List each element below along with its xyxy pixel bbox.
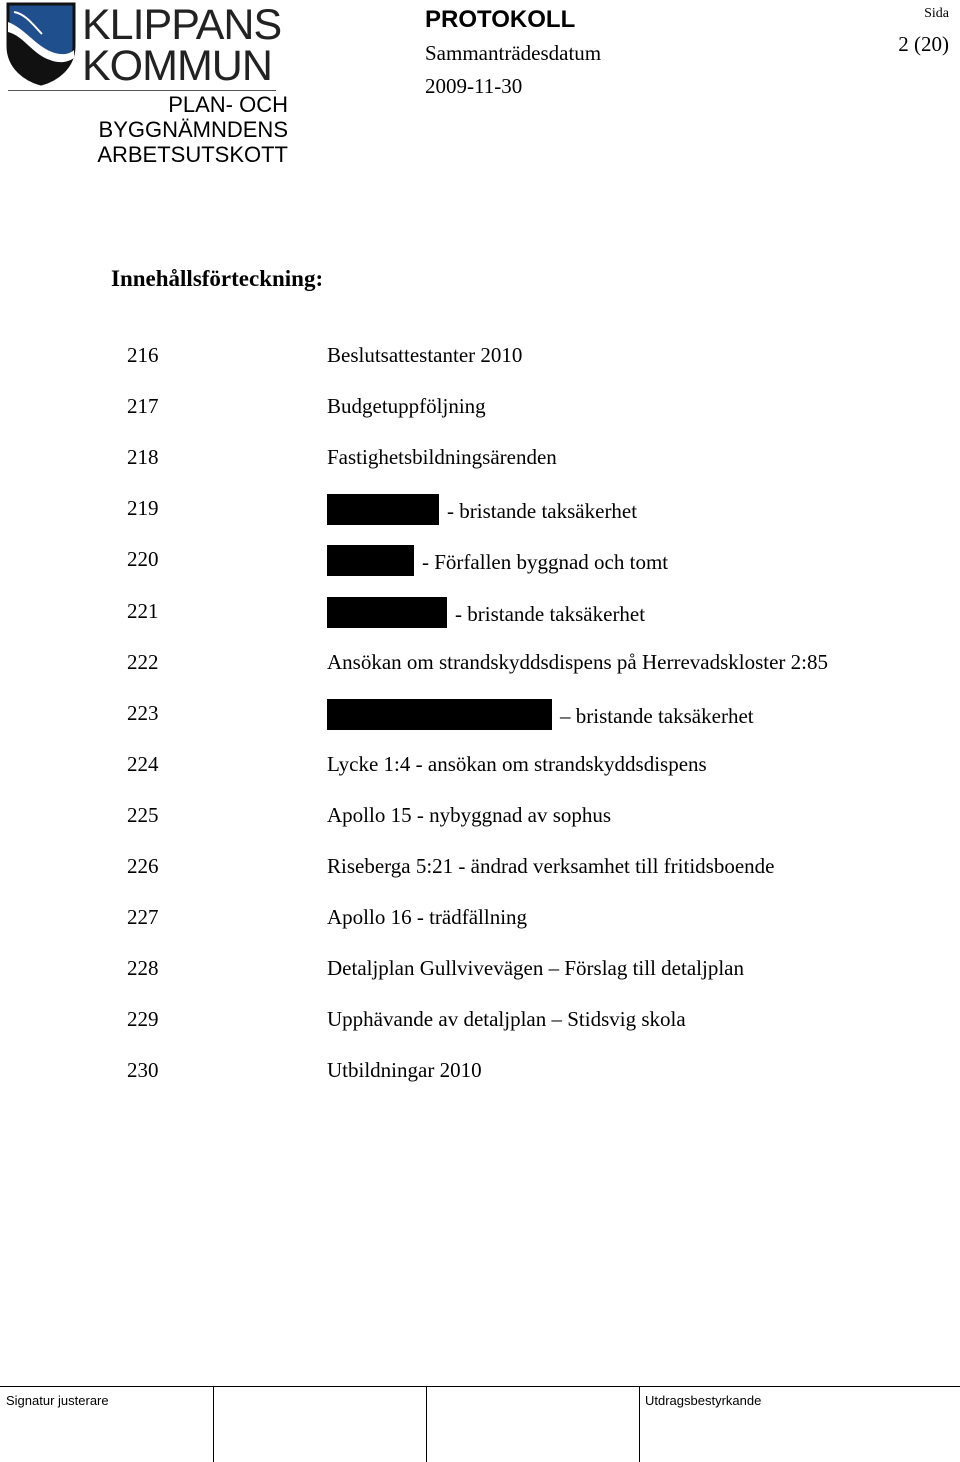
toc-row [0,496,960,526]
redaction-bar [327,699,552,730]
toc-row [0,701,960,731]
toc-row [0,1007,960,1037]
meeting-date-label: Sammanträdesdatum [425,41,602,65]
department-line: ARBETSUTSKOTT [97,142,288,167]
toc-item-text: Riseberga 5:21 - ändrad verksamhet till fritidsboende [327,854,775,878]
toc-item-text-container [327,803,611,828]
page-number: 2 (20) [898,32,949,56]
document-type: PROTOKOLL [425,6,576,33]
toc-item-number: 222 [127,649,159,674]
toc-row [0,394,960,424]
toc-item-text-container [327,905,527,930]
page-label: Sida [924,6,949,21]
toc-row [0,650,960,680]
toc-item-number: 218 [127,445,159,470]
toc-row [0,905,960,935]
toc-row [0,854,960,884]
toc-title: Innehållsförteckning: [111,266,324,291]
toc-item-text-container [327,445,557,470]
meeting-date: 2009-11-30 [425,74,523,98]
signature-footer [0,1386,960,1462]
toc-row [0,599,960,629]
toc-item-text: Upphävande av detaljplan – Stidsvig skola [327,1007,686,1032]
logo-text-klippans: KLIPPANS [82,1,282,49]
toc-item-text: Apollo 15 - nybyggnad av sophus [327,802,612,827]
toc-item-text: - bristande taksäkerhet [455,601,646,626]
toc-row [0,956,960,986]
toc-item-number: 229 [127,1007,159,1032]
redaction-bar [327,545,414,576]
extract-label: Utdragsbestyrkande [645,1393,762,1408]
signature-cell [213,1387,214,1462]
toc-item-number: 227 [127,905,159,930]
toc-item-number: 220 [127,547,159,572]
redaction-bar [327,494,439,525]
toc-item-text: Lycke 1:4 - ansökan om strandskyddsdispens [327,751,707,776]
toc-item-number: 225 [127,802,159,827]
extract-cell [639,1387,640,1462]
toc-row [0,547,960,577]
toc-item-text-container [327,343,522,368]
toc-row [0,1058,960,1088]
signature-label: Signatur justerare [6,1393,109,1408]
toc-item-text: – bristande taksäkerhet [560,703,754,728]
toc-item-text-container [327,701,754,732]
toc-item-text-container [327,650,828,675]
toc-item-text-container [327,496,637,527]
toc-item-text-container [327,956,744,981]
department-name [97,92,288,167]
toc-item-number: 221 [127,598,159,623]
department-line: PLAN- OCH [168,92,288,117]
toc-item-text-container [327,394,486,419]
logo-text-kommun: KOMMUN [82,42,272,90]
toc-item-number: 216 [127,343,159,367]
department-line: BYGGNÄMNDENS [98,117,288,142]
toc-item-text: Apollo 16 - trädfällning [327,905,528,930]
toc-item-number: 223 [127,700,159,725]
toc-item-text-container [327,1058,482,1083]
toc-row [0,343,960,373]
toc-item-text-container [327,752,707,777]
toc-row [0,803,960,833]
toc-item-number: 224 [127,751,159,776]
signature-cell [426,1387,427,1462]
toc-row [0,445,960,475]
toc-item-text-container [327,599,645,630]
toc-item-text: Budgetuppföljning [327,394,486,419]
toc-item-text-container [327,547,668,578]
logo-divider [8,90,276,91]
toc-item-text: Utbildningar 2010 [327,1058,482,1083]
toc-item-number: 219 [127,496,159,521]
toc-row [0,752,960,782]
toc-item-text: Ansökan om strandskyddsdispens på Herrevadskloster 2:85 [327,649,829,674]
municipal-coat-of-arms-icon [6,2,76,86]
redaction-bar [327,597,447,628]
toc-item-number: 226 [127,854,159,878]
toc-item-text: Detaljplan Gullvivevägen – Förslag till detaljplan [327,956,744,981]
toc-item-text: Beslutsattestanter 2010 [327,343,523,367]
toc-item-text: - Förfallen byggnad och tomt [422,550,669,575]
toc-item-number: 228 [127,956,159,981]
toc-item-text: - bristande taksäkerhet [447,499,638,524]
toc-item-number: 217 [127,394,159,419]
toc-item-text-container [327,854,775,879]
toc-item-number: 230 [127,1058,159,1083]
toc-item-text-container [327,1007,686,1032]
toc-item-text: Fastighetsbildningsärenden [327,445,557,470]
